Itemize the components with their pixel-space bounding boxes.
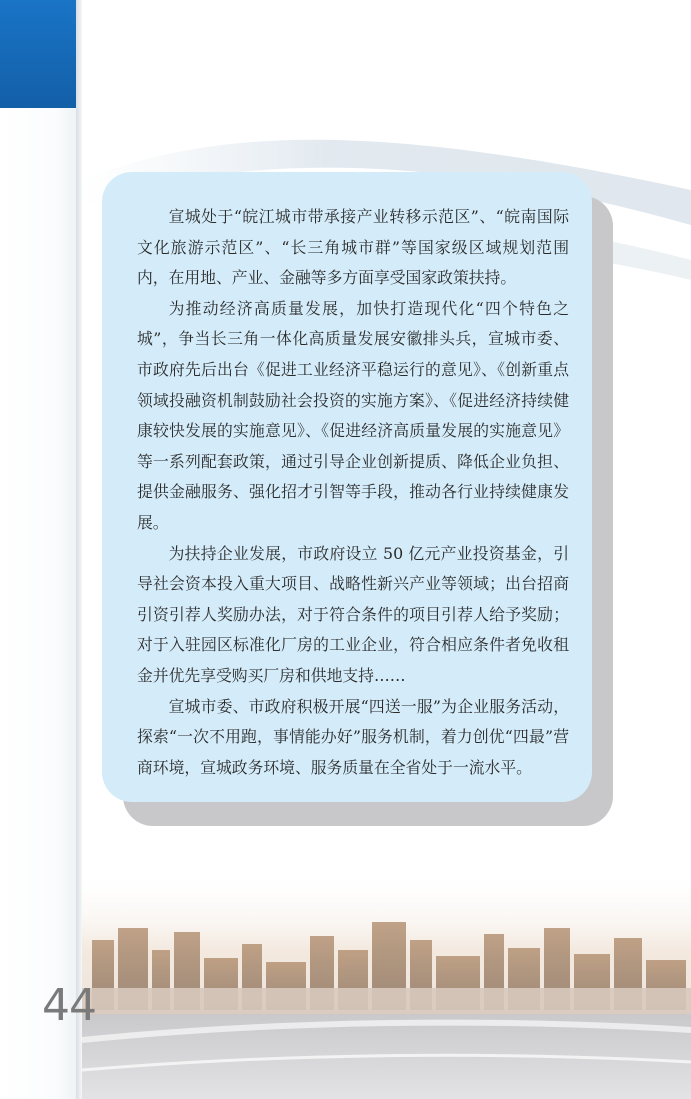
corner-accent-block: [0, 0, 76, 108]
paragraph-1: 宣城处于“皖江城市带承接产业转移示范区”、“皖南国际文化旅游示范区”、“长三角城市群”等国家级区域规划范围内，在用地、产业、金融等多方面享受国家政策扶持。: [137, 207, 569, 288]
paragraph-4: 宣城市委、市政府积极开展“四送一服”为企业服务活动，探索“一次不用跑，事情能办好”服务机制，着力创优“四最”营商环境，宣城政务环境、服务质量在全省处于一流水平。: [137, 696, 569, 777]
body-text: [137, 202, 569, 783]
page-number: 44: [42, 980, 96, 1031]
paragraph-2: 为推动经济高质量发展，加快打造现代化“四个特色之城”，争当长三角一体化高质量发展安徽排头兵，宣城市委、市政府先后出台《促进工业经济平稳运行的意见》、《创新重点领域投融资机制鼓励社会投资的实施方案》、《促进经济持续健康较快发展的实施意见》、《促进经济高质量发展的实施意见》等一系列配套政策，通过引导企业创新提质、降低企业负担、提供金融服务、强化招才引智等手段，推动各行业持续健康发展。: [137, 298, 569, 532]
paragraph-3: 为扶持企业发展，市政府设立 50 亿元产业投资基金，引导社会资本投入重大项目、战略性新兴产业等领域；出台招商引资引荐人奖励办法，对于符合条件的项目引荐人给予奖励；对于入驻园区标准化厂房的工业企业，符合相应条件者免收租金并优先享受购买厂房和供地支持……: [137, 543, 569, 685]
left-margin-stripe: [0, 0, 78, 1099]
city-skyline-image: [82, 870, 691, 1099]
